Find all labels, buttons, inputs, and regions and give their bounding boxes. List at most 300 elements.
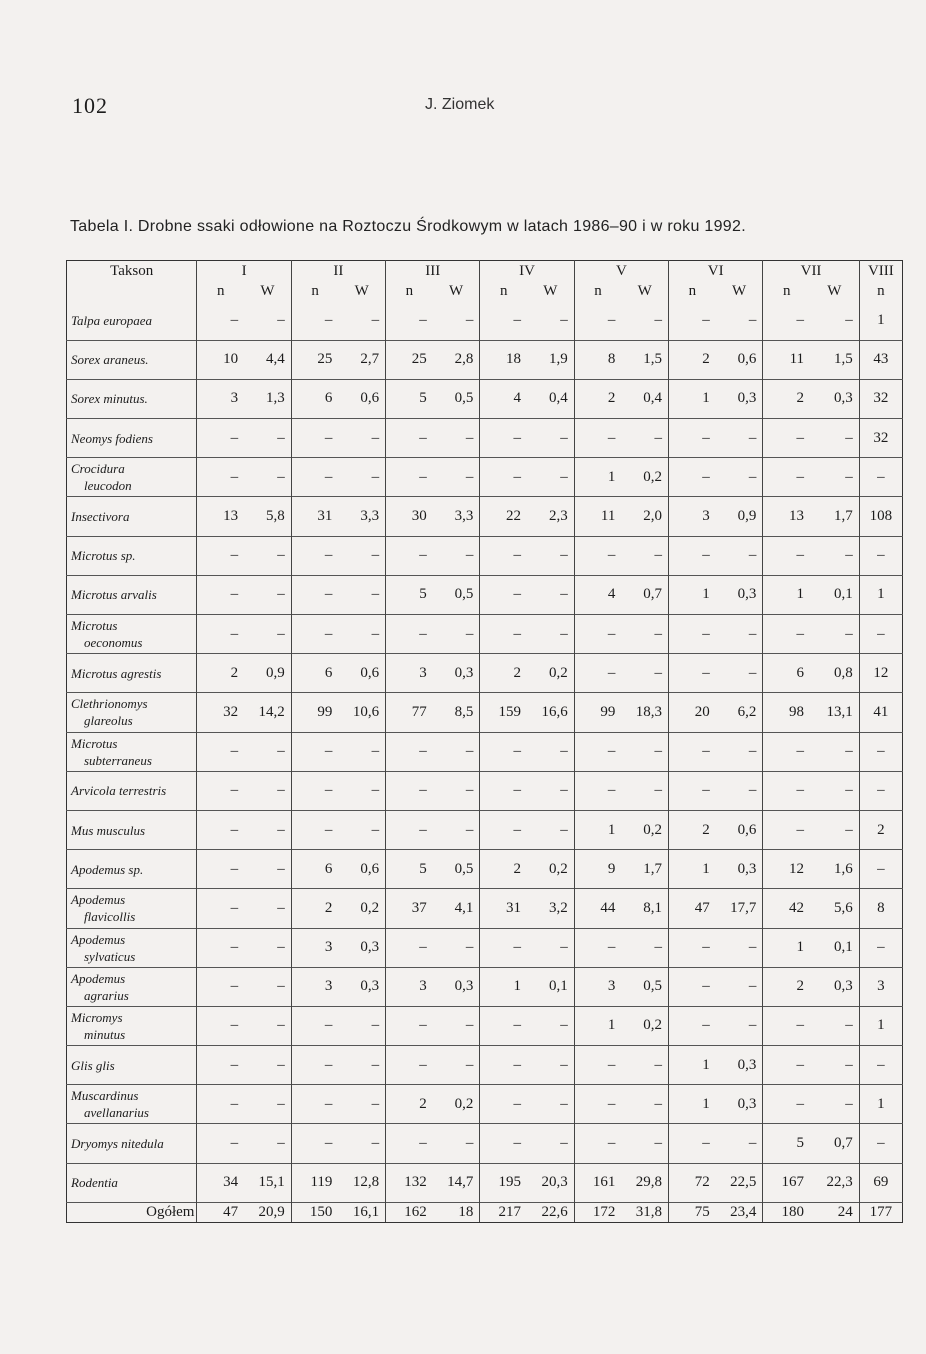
cell-n: 161 (574, 1163, 621, 1202)
cell-n: 72 (669, 1163, 716, 1202)
table-row (67, 1124, 903, 1163)
subheader-n: n (311, 282, 319, 299)
cell-w: – (527, 536, 574, 575)
cell-n: 6 (291, 379, 338, 418)
cell-n: 119 (291, 1163, 338, 1202)
cell-w: – (716, 615, 763, 654)
cell-w: 0,2 (527, 654, 574, 693)
cell-n: – (763, 810, 810, 849)
cell-viii-n: 8 (859, 889, 902, 928)
cell-n: 1 (574, 810, 621, 849)
table-row (67, 928, 903, 967)
group-header: I (197, 261, 291, 282)
cell-w: – (810, 615, 859, 654)
cell-n: – (763, 419, 810, 458)
cell-n: – (574, 419, 621, 458)
cell-n: 3 (291, 928, 338, 967)
cell-n: 217 (480, 1202, 527, 1222)
cell-w: 13,1 (810, 693, 859, 732)
taxon-name: Talpa europaea (71, 312, 153, 328)
table-row (67, 340, 903, 379)
cell-n: – (480, 536, 527, 575)
cell-n: 8 (574, 340, 621, 379)
cell-w: 18 (433, 1202, 480, 1222)
cell-w: 2,7 (338, 340, 385, 379)
cell-viii-n: – (859, 1046, 902, 1085)
cell-w: – (527, 928, 574, 967)
cell-n: 167 (763, 1163, 810, 1202)
cell-w: – (810, 536, 859, 575)
taxon-name: glareolus (84, 713, 133, 729)
cell-w: 0,6 (338, 850, 385, 889)
cell-n: – (480, 575, 527, 614)
taxon-name: Micromys (71, 1009, 123, 1025)
cell-viii-n: 41 (859, 693, 902, 732)
cell-w: 0,5 (433, 575, 480, 614)
cell-n: – (480, 928, 527, 967)
cell-w: – (433, 615, 480, 654)
cell-w: 0,4 (527, 379, 574, 418)
cell-n: – (386, 810, 433, 849)
cell-n: 1 (763, 928, 810, 967)
subheader-n: n (217, 282, 225, 299)
cell-w: – (527, 575, 574, 614)
cell-w: – (244, 771, 291, 810)
taxon-cell (67, 615, 197, 654)
cell-w: 31,8 (621, 1202, 668, 1222)
taxon-name: Microtus (71, 735, 118, 751)
taxon-header: Takson (67, 261, 197, 302)
cell-n: 2 (291, 889, 338, 928)
cell-w: 22,3 (810, 1163, 859, 1202)
taxon-name: Apodemus (71, 931, 126, 947)
cell-w: – (527, 458, 574, 497)
table-row (67, 1085, 903, 1124)
cell-n: – (291, 615, 338, 654)
table-row (67, 379, 903, 418)
cell-n: – (197, 575, 244, 614)
cell-w: 0,1 (810, 575, 859, 614)
cell-w: 0,3 (716, 1085, 763, 1124)
cell-n: – (669, 1124, 716, 1163)
cell-w: – (433, 810, 480, 849)
taxon-name: Microtus sp. (71, 548, 136, 564)
subheader-w: W (433, 281, 480, 301)
table-row (67, 654, 903, 693)
cell-n: 3 (386, 967, 433, 1006)
cell-w: 1,5 (621, 340, 668, 379)
cell-n: 13 (197, 497, 244, 536)
cell-n: – (386, 1124, 433, 1163)
cell-n: – (386, 928, 433, 967)
cell-w: 0,3 (338, 928, 385, 967)
cell-n: 11 (574, 497, 621, 536)
table-row (67, 1046, 903, 1085)
table-row (67, 967, 903, 1006)
cell-w: – (527, 771, 574, 810)
taxon-name: Insectivora (71, 509, 130, 525)
cell-n: – (324, 311, 333, 328)
cell-w: – (621, 771, 668, 810)
cell-n: 2 (763, 967, 810, 1006)
taxon-name: Dryomys nitedula (71, 1136, 164, 1152)
cell-w: 4,1 (433, 889, 480, 928)
cell-w: – (527, 1085, 574, 1124)
cell-w: – (244, 1085, 291, 1124)
cell-n: – (763, 1006, 810, 1045)
taxon-cell (67, 1006, 197, 1045)
cell-w: – (621, 732, 668, 771)
cell-n: – (197, 810, 244, 849)
subheader-w: W (527, 281, 574, 301)
group-header: V (574, 261, 668, 282)
cell-w: – (716, 301, 763, 340)
cell-n: 44 (574, 889, 621, 928)
cell-w: – (621, 1085, 668, 1124)
cell-n: 98 (763, 693, 810, 732)
cell-n: 3 (574, 967, 621, 1006)
cell-w: 0,3 (716, 1046, 763, 1085)
table-caption: Tabela I. Drobne ssaki odłowione na Roztoczu Środkowym w latach 1986–90 i w roku 1992. (70, 218, 746, 235)
cell-w: 0,6 (716, 810, 763, 849)
cell-n: – (197, 536, 244, 575)
cell-n: – (574, 654, 621, 693)
cell-n: 47 (197, 1202, 244, 1222)
taxon-name: Sorex minutus. (71, 391, 148, 407)
taxon-name: Rodentia (71, 1175, 118, 1191)
cell-w: – (810, 810, 859, 849)
cell-w: 0,3 (433, 654, 480, 693)
cell-w: – (621, 536, 668, 575)
taxon-name: oeconomus (84, 635, 143, 651)
cell-w: – (527, 301, 574, 340)
cell-n: 6 (291, 850, 338, 889)
taxon-name: leucodon (84, 478, 132, 494)
cell-n: – (291, 1046, 338, 1085)
cell-n: – (386, 1006, 433, 1045)
cell-w: – (338, 536, 385, 575)
taxon-name: Apodemus (71, 970, 126, 986)
total-label: Ogółem (67, 1202, 197, 1222)
cell-viii-n: – (859, 536, 902, 575)
cell-w: 14,7 (433, 1163, 480, 1202)
cell-w: – (810, 419, 859, 458)
cell-n: 32 (197, 693, 244, 732)
cell-n: 3 (386, 654, 433, 693)
cell-n: – (197, 1006, 244, 1045)
cell-w: – (244, 1006, 291, 1045)
cell-n: 2 (386, 1085, 433, 1124)
taxon-name: Sorex araneus. (71, 352, 149, 368)
cell-n: 1 (669, 1085, 716, 1124)
cell-n: – (386, 1046, 433, 1085)
taxon-cell (67, 575, 197, 614)
cell-w: – (810, 458, 859, 497)
table-row (67, 536, 903, 575)
cell-w: 20,3 (527, 1163, 574, 1202)
cell-w: 0,3 (810, 967, 859, 1006)
subheader-n: n (688, 282, 697, 299)
cell-w: 20,9 (244, 1202, 291, 1222)
table-row (67, 575, 903, 614)
cell-n: 25 (386, 340, 433, 379)
cell-n: 3 (669, 497, 716, 536)
cell-n: – (419, 311, 427, 328)
cell-viii-n: 32 (859, 419, 902, 458)
cell-w: 0,3 (716, 575, 763, 614)
cell-n: – (480, 1006, 527, 1045)
table-row (67, 419, 903, 458)
cell-w: 22,6 (527, 1202, 574, 1222)
cell-n: – (669, 732, 716, 771)
cell-n: 180 (763, 1202, 810, 1222)
cell-n: – (574, 771, 621, 810)
cell-w: – (338, 732, 385, 771)
cell-w: 1,5 (810, 340, 859, 379)
cell-w: 18,3 (621, 693, 668, 732)
cell-n: – (763, 1085, 810, 1124)
cell-viii-n: 3 (859, 967, 902, 1006)
cell-w: 23,4 (716, 1202, 763, 1222)
cell-viii-n: 108 (859, 497, 902, 536)
cell-w: – (244, 458, 291, 497)
subheader-n: n (782, 282, 791, 299)
taxon-cell (67, 693, 197, 732)
taxon-cell (67, 497, 197, 536)
cell-n: 18 (480, 340, 527, 379)
cell-n: – (197, 1046, 244, 1085)
group-header: IV (480, 261, 574, 282)
cell-n: – (386, 771, 433, 810)
cell-w: 0,3 (716, 379, 763, 418)
cell-w: – (244, 850, 291, 889)
cell-w: 22,5 (716, 1163, 763, 1202)
table-row (67, 771, 903, 810)
cell-w: 0,2 (621, 1006, 668, 1045)
cell-w: – (527, 1046, 574, 1085)
cell-w: 0,3 (716, 850, 763, 889)
taxon-cell (67, 928, 197, 967)
cell-w: – (433, 928, 480, 967)
cell-w: – (810, 771, 859, 810)
cell-w: 24 (810, 1202, 859, 1222)
cell-w: – (244, 615, 291, 654)
cell-n: 2 (574, 379, 621, 418)
cell-n: – (386, 536, 433, 575)
cell-n: – (669, 458, 716, 497)
cell-viii-n: – (859, 458, 902, 497)
cell-n: – (386, 419, 433, 458)
cell-n: – (291, 771, 338, 810)
cell-n: 1 (669, 379, 716, 418)
cell-w: 0,6 (338, 379, 385, 418)
cell-w: 1,7 (621, 850, 668, 889)
cell-n: 34 (197, 1163, 244, 1202)
cell-n: – (574, 615, 621, 654)
cell-w: – (716, 928, 763, 967)
cell-n: – (574, 1046, 621, 1085)
cell-w: – (244, 967, 291, 1006)
taxon-name: Clethrionomys (71, 696, 148, 712)
cell-n: 9 (574, 850, 621, 889)
cell-n: – (197, 1085, 244, 1124)
cell-n: – (669, 654, 716, 693)
group-header: II (291, 261, 385, 282)
cell-w: – (244, 575, 291, 614)
cell-w: 0,1 (527, 967, 574, 1006)
cell-n: 12 (763, 850, 810, 889)
cell-w: 1,7 (810, 497, 859, 536)
cell-w: 10,6 (338, 693, 385, 732)
cell-w: 0,2 (338, 889, 385, 928)
cell-w: – (244, 889, 291, 928)
cell-n: – (386, 615, 433, 654)
taxon-name: Apodemus (71, 892, 126, 908)
cell-w: – (810, 732, 859, 771)
cell-w: – (338, 1124, 385, 1163)
cell-n: 5 (386, 575, 433, 614)
cell-n: 172 (574, 1202, 621, 1222)
cell-n: – (513, 311, 522, 328)
cell-w: – (338, 301, 385, 340)
header-row-groups (67, 261, 903, 282)
cell-n: – (480, 732, 527, 771)
cell-n: 159 (480, 693, 527, 732)
cell-w: 14,2 (244, 693, 291, 732)
cell-w: – (527, 419, 574, 458)
taxon-name: sylvaticus (84, 948, 136, 964)
cell-w: 1,9 (527, 340, 574, 379)
taxon-cell (67, 1163, 197, 1202)
cell-w: – (338, 1085, 385, 1124)
cell-n: – (291, 575, 338, 614)
cell-w: – (621, 928, 668, 967)
table-row (67, 458, 903, 497)
cell-n: – (197, 889, 244, 928)
table-row (67, 615, 903, 654)
taxon-name: Mus musculus (71, 822, 146, 838)
taxon-cell (67, 301, 197, 340)
cell-w: 0,3 (338, 967, 385, 1006)
cell-n: – (480, 1124, 527, 1163)
cell-n: – (796, 311, 805, 328)
cell-w: 2,0 (621, 497, 668, 536)
cell-w: – (716, 536, 763, 575)
subheader-w: W (716, 281, 763, 301)
table-row (67, 497, 903, 536)
cell-n: 3 (197, 379, 244, 418)
cell-w: – (244, 1046, 291, 1085)
subheader-w: W (810, 281, 859, 301)
cell-n: – (197, 850, 244, 889)
cell-w: 0,8 (810, 654, 859, 693)
taxon-name: avellanarius (84, 1105, 149, 1121)
subheader-n: n (594, 282, 602, 299)
cell-w: 8,1 (621, 889, 668, 928)
cell-n: 2 (763, 379, 810, 418)
cell-n: – (197, 1124, 244, 1163)
cell-n: – (669, 419, 716, 458)
cell-n: – (763, 615, 810, 654)
cell-w: 5,8 (244, 497, 291, 536)
cell-w: – (338, 1006, 385, 1045)
cell-w: – (810, 1085, 859, 1124)
cell-w: – (621, 1046, 668, 1085)
taxon-cell (67, 536, 197, 575)
cell-n: 2 (480, 850, 527, 889)
cell-n: 99 (291, 693, 338, 732)
cell-n: 4 (480, 379, 527, 418)
cell-n: – (669, 928, 716, 967)
cell-w: 2,8 (433, 340, 480, 379)
cell-w: 0,2 (621, 810, 668, 849)
cell-n: – (197, 928, 244, 967)
cell-n: – (291, 1006, 338, 1045)
cell-n: 150 (291, 1202, 338, 1222)
cell-n: – (763, 771, 810, 810)
cell-n: – (574, 928, 621, 967)
cell-w: – (621, 419, 668, 458)
cell-n: 77 (386, 693, 433, 732)
cell-n: 5 (386, 850, 433, 889)
cell-w: 0,2 (527, 850, 574, 889)
cell-n: – (669, 967, 716, 1006)
cell-w: – (244, 810, 291, 849)
cell-n: 13 (763, 497, 810, 536)
cell-n: – (763, 732, 810, 771)
cell-viii-n: 69 (859, 1163, 902, 1202)
taxon-cell (67, 1124, 197, 1163)
cell-n: 75 (669, 1202, 716, 1222)
cell-w: 0,7 (810, 1124, 859, 1163)
cell-viii-n: – (859, 615, 902, 654)
cell-viii-n: – (859, 732, 902, 771)
taxon-cell (67, 1046, 197, 1085)
cell-w: – (527, 1006, 574, 1045)
cell-w: 3,3 (338, 497, 385, 536)
cell-w: 16,6 (527, 693, 574, 732)
table-row (67, 693, 903, 732)
cell-n: 5 (386, 379, 433, 418)
cell-n: – (669, 536, 716, 575)
cell-w: 0,5 (433, 850, 480, 889)
cell-w: – (716, 654, 763, 693)
cell-w: 0,4 (621, 379, 668, 418)
cell-n: – (763, 458, 810, 497)
total-row (67, 1202, 903, 1222)
cell-n: – (197, 615, 244, 654)
data-table (66, 260, 903, 1223)
cell-w: – (433, 301, 480, 340)
cell-n: 132 (386, 1163, 433, 1202)
cell-w: – (433, 1006, 480, 1045)
taxon-cell (67, 889, 197, 928)
cell-w: – (338, 615, 385, 654)
cell-w: – (810, 1046, 859, 1085)
cell-n: 2 (669, 810, 716, 849)
cell-n: 25 (291, 340, 338, 379)
cell-w: 4,4 (244, 340, 291, 379)
cell-viii-n: 1 (859, 1085, 902, 1124)
table-row (67, 301, 903, 340)
cell-n: 1 (480, 967, 527, 1006)
cell-n: 10 (197, 340, 244, 379)
cell-n: – (230, 311, 239, 328)
cell-w: – (244, 1124, 291, 1163)
cell-w: – (338, 575, 385, 614)
cell-viii-n: 43 (859, 340, 902, 379)
taxon-name: Microtus arvalis (71, 587, 157, 603)
